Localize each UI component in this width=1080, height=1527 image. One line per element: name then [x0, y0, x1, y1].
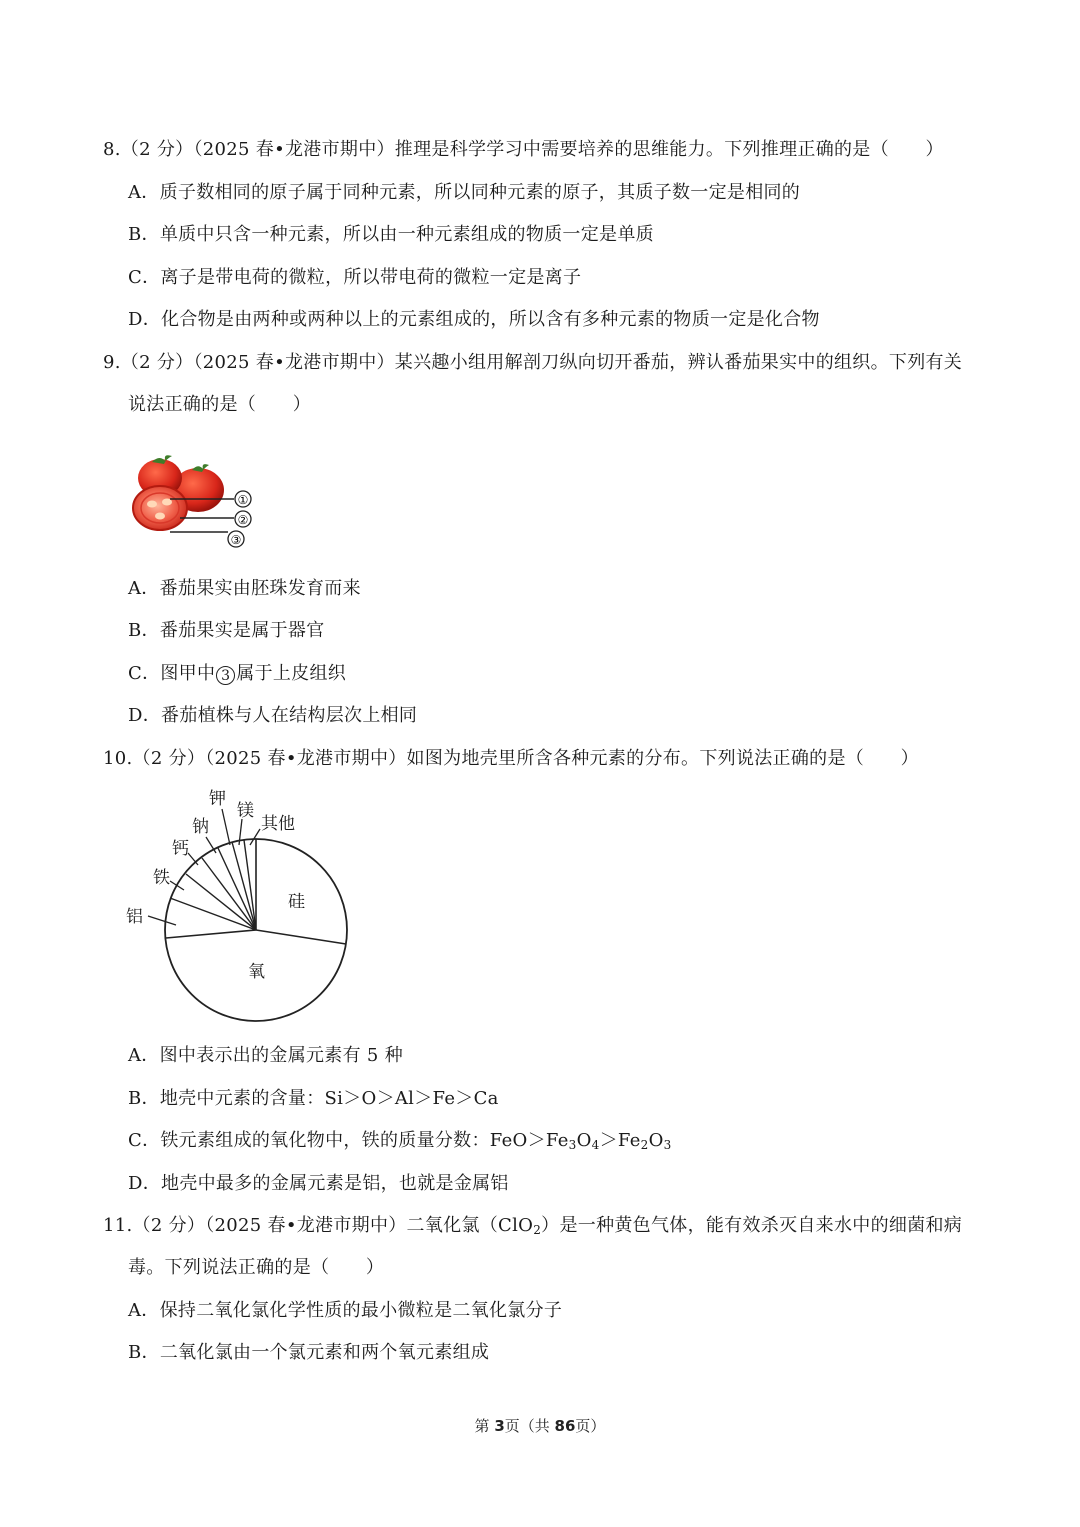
- q10-option-c-sub-4: 3: [663, 1138, 672, 1152]
- footer-pre: 第: [474, 1417, 495, 1435]
- q8-option-b: B．单质中只含一种元素，所以由一种元素组成的物质一定是单质: [128, 224, 654, 245]
- q9-option-b: B．番茄果实是属于器官: [128, 620, 325, 641]
- q11-stem-line2: 毒。下列说法正确的是（ ）: [128, 1257, 385, 1278]
- page-total: 86: [554, 1417, 576, 1435]
- label-silicon: 硅: [288, 892, 305, 912]
- q9-option-c: [128, 661, 346, 687]
- q9-option-c-pre: C．图甲中: [128, 663, 216, 684]
- q8-option-d: D．化合物是由两种或两种以上的元素组成的，所以含有多种元素的物质一定是化合物: [128, 309, 820, 330]
- q9-option-a: A．番茄果实由胚珠发育而来: [128, 578, 361, 599]
- q10-option-c-sub-3: 2: [640, 1138, 649, 1152]
- label-aluminum: 铝: [126, 907, 143, 927]
- label-2: ②: [237, 513, 249, 527]
- label-1: ①: [237, 493, 249, 507]
- label-magnesium: 镁: [237, 801, 254, 821]
- q9-stem-line1: 9.（2 分）（2025 春•龙港市期中）某兴趣小组用解剖刀纵向切开番茄，辨认番茄果实中的组织。下列有关: [103, 352, 963, 373]
- q11-stem-pre: 11.（2 分）（2025 春•龙港市期中）二氧化氯（ClO: [103, 1215, 534, 1236]
- tomato-figure: [130, 446, 270, 556]
- q10-option-c-text-4: O: [648, 1130, 664, 1151]
- label-potassium: 钾: [209, 789, 226, 809]
- q10-stem: 10.（2 分）（2025 春•龙港市期中）如图为地壳里所含各种元素的分布。下列说法正确的是（ ）: [103, 748, 919, 769]
- circled-3-mark: 3: [216, 666, 235, 685]
- label-iron: 铁: [153, 868, 170, 888]
- q8-option-a: A．质子数相同的原子属于同种元素，所以同种元素的原子，其质子数一定是相同的: [128, 182, 801, 203]
- q11-stem-line1: [103, 1213, 962, 1239]
- label-3: ③: [230, 533, 242, 547]
- q10-option-c-text-1: C．铁元素组成的氧化物中，铁的质量分数：FeO＞Fe: [128, 1130, 569, 1151]
- page-number: 3: [494, 1417, 505, 1435]
- q8-option-c: C．离子是带电荷的微粒，所以带电荷的微粒一定是离子: [128, 267, 582, 288]
- leader-potassium: [222, 809, 230, 845]
- q9-option-d: D．番茄植株与人在结构层次上相同: [128, 705, 418, 726]
- q10-option-a: A．图中表示出的金属元素有 5 种: [128, 1045, 403, 1066]
- label-sodium: 钠: [192, 817, 209, 837]
- footer-mid: 页（共: [504, 1417, 555, 1435]
- q10-option-c-sub-2: 4: [591, 1138, 600, 1152]
- q10-option-c-sub-1: 3: [568, 1138, 577, 1152]
- seed-cavity-1: [147, 501, 157, 508]
- q11-option-b: B．二氧化氯由一个氯元素和两个氧元素组成: [128, 1342, 490, 1363]
- q11-stem-post: ）是一种黄色气体，能有效杀灭自来水中的细菌和病: [541, 1215, 963, 1236]
- footer-post: 页）: [575, 1417, 606, 1435]
- q10-option-c-text-2: O: [576, 1130, 592, 1151]
- page-footer: [0, 1416, 1080, 1436]
- q11-option-a: A．保持二氧化氯化学性质的最小微粒是二氧化氯分子: [128, 1300, 563, 1321]
- crust-element-pie-chart: [120, 785, 360, 1030]
- q10-option-d: D．地壳中最多的金属元素是铝，也就是金属铝: [128, 1173, 509, 1194]
- q9-option-c-post: 属于上皮组织: [236, 663, 347, 684]
- q10-option-c: [128, 1128, 672, 1154]
- label-calcium: 钙: [172, 839, 189, 859]
- seed-cavity-3: [155, 513, 165, 520]
- q11-stem-sub: 2: [533, 1223, 542, 1237]
- q10-option-b: B．地壳中元素的含量：Si＞O＞Al＞Fe＞Ca: [128, 1088, 499, 1109]
- label-oxygen: 氧: [248, 962, 265, 982]
- q9-stem-line2: 说法正确的是（ ）: [128, 394, 311, 415]
- label-other: 其他: [261, 814, 295, 834]
- q10-option-c-text-3: ＞Fe: [599, 1130, 641, 1151]
- q8-stem: 8.（2 分）（2025 春•龙港市期中）推理是科学学习中需要培养的思维能力。下列推理正确的是（ ）: [103, 139, 944, 160]
